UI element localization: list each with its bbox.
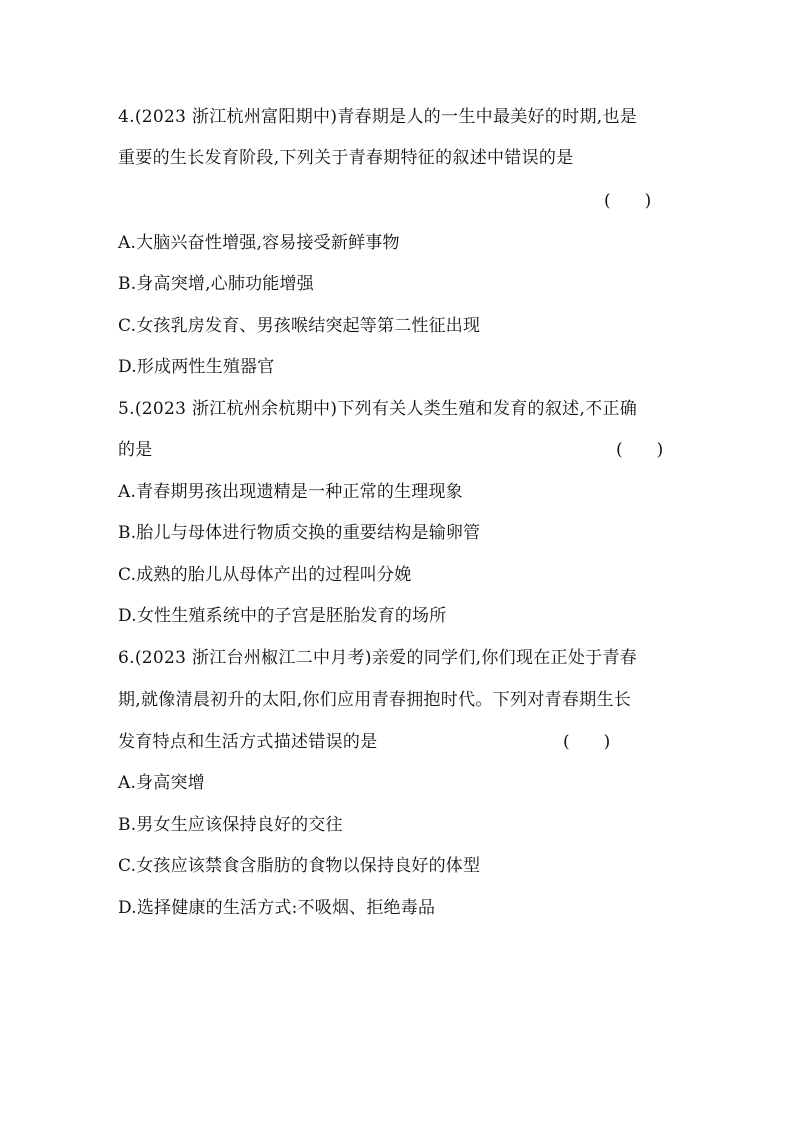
question-6-stem-line-1: 6.(2023 浙江台州椒江二中月考)亲爱的同学们,你们现在正处于青春	[118, 648, 638, 668]
question-5-stem-line-1: 5.(2023 浙江杭州余杭期中)下列有关人类生殖和发育的叙述,不正确	[118, 399, 638, 419]
question-4-option-b: B.身高突增,心肺功能增强	[118, 274, 314, 294]
question-4-option-a: A.大脑兴奋性增强,容易接受新鲜事物	[118, 233, 400, 253]
question-5-option-b: B.胎儿与母体进行物质交换的重要结构是输卵管	[118, 523, 481, 543]
question-5-option-d: D.女性生殖系统中的子宫是胚胎发育的场所	[118, 606, 447, 626]
question-6-answer-blank: ( )	[563, 732, 611, 752]
question-4-answer-blank: ( )	[604, 191, 652, 211]
question-4-option-c: C.女孩乳房发育、男孩喉结突起等第二性征出现	[118, 316, 481, 336]
question-6-stem-line-3: 发育特点和生活方式描述错误的是	[118, 732, 378, 752]
question-6-option-c: C.女孩应该禁食含脂肪的食物以保持良好的体型	[118, 856, 481, 876]
question-6-option-b: B.男女生应该保持良好的交往	[118, 815, 343, 835]
question-5-option-a: A.青春期男孩出现遗精是一种正常的生理现象	[118, 482, 463, 502]
question-5-stem-line-2: 的是	[118, 440, 153, 460]
question-6-stem-line-2: 期,就像清晨初升的太阳,你们应用青春拥抱时代。下列对青春期生长	[118, 690, 632, 710]
question-4-stem-line-1: 4.(2023 浙江杭州富阳期中)青春期是人的一生中最美好的时期,也是	[118, 107, 638, 127]
question-6-option-d: D.选择健康的生活方式:不吸烟、拒绝毒品	[118, 898, 436, 918]
question-5-option-c: C.成熟的胎儿从母体产出的过程叫分娩	[118, 565, 412, 585]
question-5-answer-blank: ( )	[616, 440, 664, 460]
question-4-option-d: D.形成两性生殖器官	[118, 357, 275, 377]
question-4-stem-line-2: 重要的生长发育阶段,下列关于青春期特征的叙述中错误的是	[118, 148, 574, 168]
question-6-option-a: A.身高突增	[118, 773, 205, 793]
